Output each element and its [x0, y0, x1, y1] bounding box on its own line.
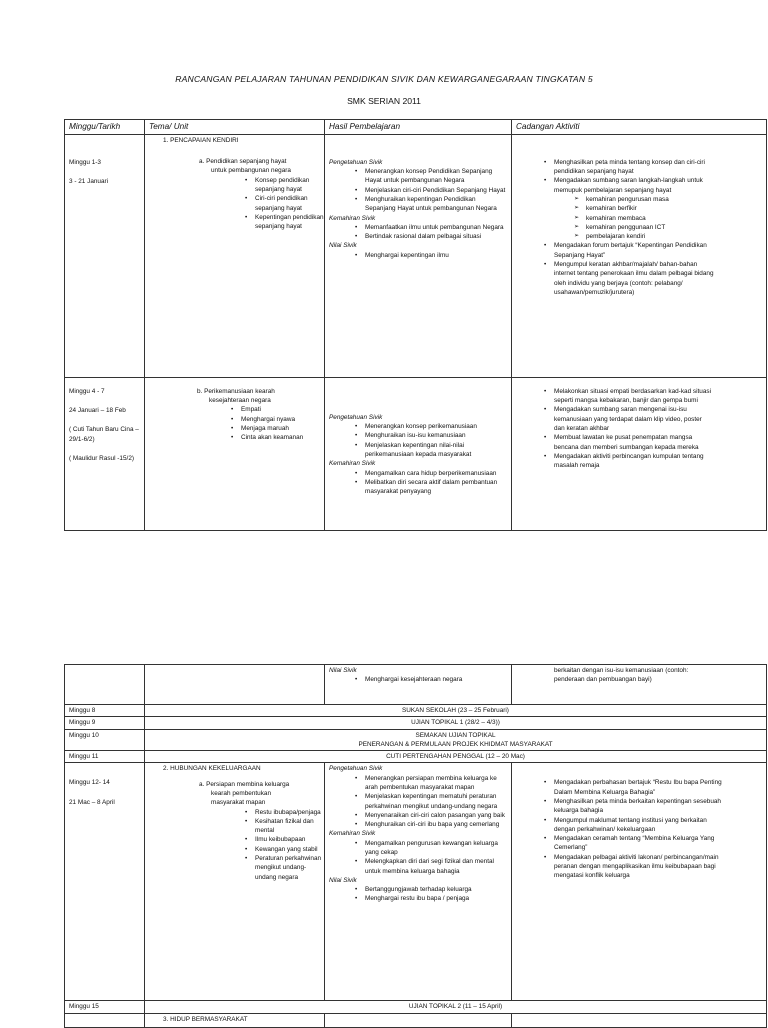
activity-continuation: berkaitan dengan isu-isu kemanusiaan (contoh: penderaan dan pembuangan bayi) [554, 667, 689, 684]
list-item: ➢ pembelajaran kendiri [586, 232, 762, 241]
list-item: • Restu ibubapa/penjaga [255, 808, 325, 817]
list-item: • Menghuraikan kepentingan Pendidikan Sepanjang Hayat untuk pembangunan Negara [365, 195, 507, 214]
list-item: • Mengadakan pelbagai aktiviti lakonan/ perbincangan/main peranan dengan mengaplikasikan ilmu keibubapaan bagi mengatasi konflik keluarga [554, 853, 724, 881]
list-item: ➢ kemahiran penggunaan ICT [586, 223, 762, 232]
document-subtitle: SMK SERIAN 2011 [347, 96, 421, 106]
week-cell [65, 763, 145, 1001]
list-item: • Mengadakan forum bertajuk “Kepentingan Pendidikan Sepanjang Hayat” [554, 241, 714, 260]
list-item: • Menjelaskan ciri-ciri Pendidikan Sepanjang Hayat [365, 186, 507, 195]
table-row [65, 377, 767, 530]
outcomes-cell [325, 763, 512, 1001]
table-row [65, 751, 767, 763]
section-heading: Nilai Sivik [329, 667, 357, 674]
table-row [65, 705, 767, 717]
list-item: • Mengadakan ceramah tentang “Membina Keluarga Yang Cemerlang” [554, 834, 724, 853]
theme-title: 2. HUBUNGAN KEKELUARGAAN [163, 765, 261, 773]
list-item: • Menyenaraikan ciri-ciri calon pasangan yang baik [365, 811, 507, 820]
list-item: • Melibatkan diri secara aktif dalam pembantuan masyarakat penyayang [365, 478, 507, 497]
week-cell [65, 377, 145, 530]
outcomes-cell [325, 377, 512, 530]
theme-title: 1. PENCAPAIAN KENDIRI [163, 136, 239, 144]
event-cell: CUTI PERTENGAHAN PENGGAL (12 – 20 Mac) [145, 751, 767, 763]
week-range: Minggu 12- 14 [69, 779, 110, 787]
week-cell: Minggu 9 [65, 717, 145, 729]
list-item: • Menghasilkan peta minda berkaitan kepentingan sesebuah keluarga bahagia [554, 797, 724, 816]
section-heading: Kemahiran Sivik [329, 460, 376, 468]
section-heading: Pengetahuan Sivik [329, 158, 383, 166]
document-title: RANCANGAN PELAJARAN TAHUNAN PENDIDIKAN SIVIK DAN KEWARGANEGARAAN TINGKATAN 5 [175, 74, 593, 84]
week-dates: 21 Mac – 8 April [69, 798, 115, 806]
plan-table-1 [64, 119, 767, 531]
table-row [65, 763, 767, 1001]
unit-subtopics [163, 808, 325, 882]
week-range: Minggu 4 - 7 [69, 387, 105, 395]
list-item: • Menerangkan konsep perikemanusiaan [365, 422, 507, 431]
list-item: • Mengumpul maklumat tentang institusi yang berkaitan dengan perkahwinan/ kekeluargaan [554, 816, 724, 835]
table-row [65, 1013, 767, 1027]
list-item: • Menjaga maruah [241, 424, 311, 433]
week-cell [65, 134, 145, 377]
week-range: Minggu 1-3 [69, 158, 101, 166]
list-item: • Melengkapkan diri dari segi fizikal dan mental untuk membina keluarga bahagia [365, 857, 507, 876]
unit-subtopics [149, 405, 311, 442]
list-item: • Menghargai kesejahteraan negara [365, 675, 507, 684]
theme-cell [145, 377, 325, 530]
list-item: • Ciri-ciri pendidikan sepanjang hayat [255, 194, 325, 213]
list-item: • Menjelaskan kepentingan nilai-nilai perikemanusiaan kepada masyarakat [365, 441, 507, 460]
table-row [65, 134, 767, 377]
week-cell [65, 665, 145, 705]
list-item: • Empati [241, 405, 311, 414]
section-heading: Nilai Sivik [329, 242, 357, 250]
list-item: • Mengadakan sumbang saran langkah-langkah untuk memupuk pembelajaran sepanjang hayat [554, 176, 714, 195]
activities-cell [512, 1013, 767, 1027]
list-item: • Menerangkan persiapan membina keluarga ke arah pembentukan masyarakat mapan [365, 774, 507, 793]
list-item: • Konsep pendidikan sepanjang hayat [255, 176, 325, 195]
list-item: • Menjelaskan kepentingan mematuhi peraturan perkahwinan mengikut undang-undang negara [365, 792, 507, 811]
list-item: • Bertindak rasional dalam pelbagai situasi [365, 232, 507, 241]
week-cell: Minggu 11 [65, 751, 145, 763]
plan-table-2 [64, 664, 767, 1028]
event-cell [145, 729, 767, 751]
unit-title: a. Persiapan membina keluarga kearah pembentukan masyarakat mapan [199, 780, 290, 807]
theme-cell [145, 134, 325, 377]
header-week: Minggu/Tarikh [65, 120, 145, 135]
list-item: • Peraturan perkahwinan mengikut undang-undang negara [255, 854, 325, 882]
holiday-note: ( Maulidur Rasul -15/2) [69, 455, 134, 463]
list-item: • Kewangan yang stabil [255, 845, 325, 854]
list-item: • Kesihatan fizikal dan mental [255, 817, 325, 836]
list-item: • Memanfaatkan ilmu untuk pembangunan Negara [365, 223, 507, 232]
list-item: • Bertanggungjawab terhadap keluarga [365, 885, 507, 894]
list-item: • Cinta akan keamanan [241, 433, 311, 442]
list-item: • Menghargai restu ibu bapa / penjaga [365, 894, 507, 903]
header-outcomes: Hasil Pembelajaran [325, 120, 512, 135]
unit-title: b. Perikemanusiaan kearah kesejahteraan negara [197, 387, 275, 405]
list-item: • Mengadakan perbahasan bertajuk “Restu Ibu bapa Penting Dalam Membina Keluarga Bahagia” [554, 778, 724, 797]
week-cell: Minggu 15 [65, 1001, 145, 1013]
list-item: • Mengamalkan pengurusan kewangan keluarga yang cekap [365, 839, 507, 858]
list-item: • Kepentingan pendidikan sepanjang hayat [255, 213, 325, 232]
week-dates: 3 - 21 Januari [69, 178, 109, 186]
list-item: • Menghuraikan ciri-ciri ibu bapa yang cemerlang [365, 820, 507, 829]
header-theme: Tema/ Unit [145, 120, 325, 135]
list-item: • Mengumpul keratan akhbar/majalah/ bahan-bahan internet tentang penerokaan ilmu dalam pelbagai bidang oleh individu yang berjaya (contoh: pelabang/ usahawan/pemuzik/jurutera) [554, 260, 714, 297]
header-activities: Cadangan Aktiviti [512, 120, 767, 135]
theme-cell [145, 763, 325, 1001]
theme-cell [145, 665, 325, 705]
theme-title: 3. HIDUP BERMASYARAKAT [163, 1015, 248, 1023]
week-cell: Minggu 8 [65, 705, 145, 717]
outcomes-cell [325, 1013, 512, 1027]
list-item: • Menghargai nyawa [241, 415, 311, 424]
list-item: • Ilmu keibubapaan [255, 835, 325, 844]
list-item: • Membuat lawatan ke pusat penempatan mangsa bencana dan memberi sumbangan kepada mereka [554, 433, 714, 452]
section-heading: Pengetahuan Sivik [329, 413, 383, 421]
unit-title: a. Pendidikan sepanjang hayat untuk pembangunan negara [199, 158, 291, 175]
activities-cell [512, 763, 767, 1001]
week-dates: 24 Januari – 18 Feb [69, 407, 126, 415]
list-item: • Mengamalkan cara hidup berperikemanusiaan [365, 469, 507, 478]
event-cell: UJIAN TOPIKAL 1 (28/2 – 4/3)) [145, 717, 767, 729]
list-item: • Menghargai kepentingan ilmu [365, 251, 507, 260]
unit-subtopics [163, 176, 325, 232]
activities-cell [512, 665, 767, 705]
list-item: • Menerangkan konsep Pendidikan Sepanjang Hayat untuk pembangunan Negara [365, 167, 507, 186]
list-item: ➢ kemahiran pengurusan masa [586, 195, 762, 204]
list-item: • Melakonkan situasi empati berdasarkan kad-kad situasi seperti mangsa kebakaran, banjir dan gempa bumi [554, 387, 714, 406]
list-item: ➢ kemahiran berfikir [586, 204, 762, 213]
section-heading: Kemahiran Sivik [329, 214, 376, 222]
list-item: ➢ kemahiran membaca [586, 214, 762, 223]
list-item: • Menghasilkan peta minda tentang konsep dan ciri-ciri pendidikan sepanjang hayat [554, 158, 714, 177]
list-item: • Mengadakan aktiviti perbincangan kumpulan tentang masalah remaja [554, 452, 714, 471]
event-cell: SUKAN SEKOLAH (23 – 25 Februari) [145, 705, 767, 717]
table-row [65, 665, 767, 705]
holiday-note: ( Cuti Tahun Baru Cina – 29/1-6/2) [69, 426, 139, 443]
event-cell: UJIAN TOPIKAL 2 (11 – 15 April) [145, 1001, 767, 1013]
activities-cell [512, 134, 767, 377]
outcomes-cell [325, 665, 512, 705]
table-row [65, 729, 767, 751]
table-row [65, 717, 767, 729]
week-cell: Minggu 10 [65, 729, 145, 751]
list-item: • Menghuraikan isu-isu kemanusiaan [365, 431, 507, 440]
table-row [65, 1001, 767, 1013]
outcomes-cell [325, 134, 512, 377]
activities-cell [512, 377, 767, 530]
section-heading: Kemahiran Sivik [329, 830, 376, 838]
section-heading: Pengetahuan Sivik [329, 765, 383, 773]
event-line: PENERANGAN & PERMULAAN PROJEK KHIDMAT MASYARAKAT [358, 740, 553, 748]
section-heading: Nilai Sivik [329, 876, 357, 884]
event-line: SEMAKAN UJIAN TOPIKAL [415, 731, 496, 739]
list-item: • Mengadakan sumbang saran mengenai isu-isu kemanusiaan yang terdapat dalam klip video, poster dan keratan akhbar [554, 405, 714, 433]
week-cell [65, 1013, 145, 1027]
theme-cell [145, 1013, 325, 1027]
